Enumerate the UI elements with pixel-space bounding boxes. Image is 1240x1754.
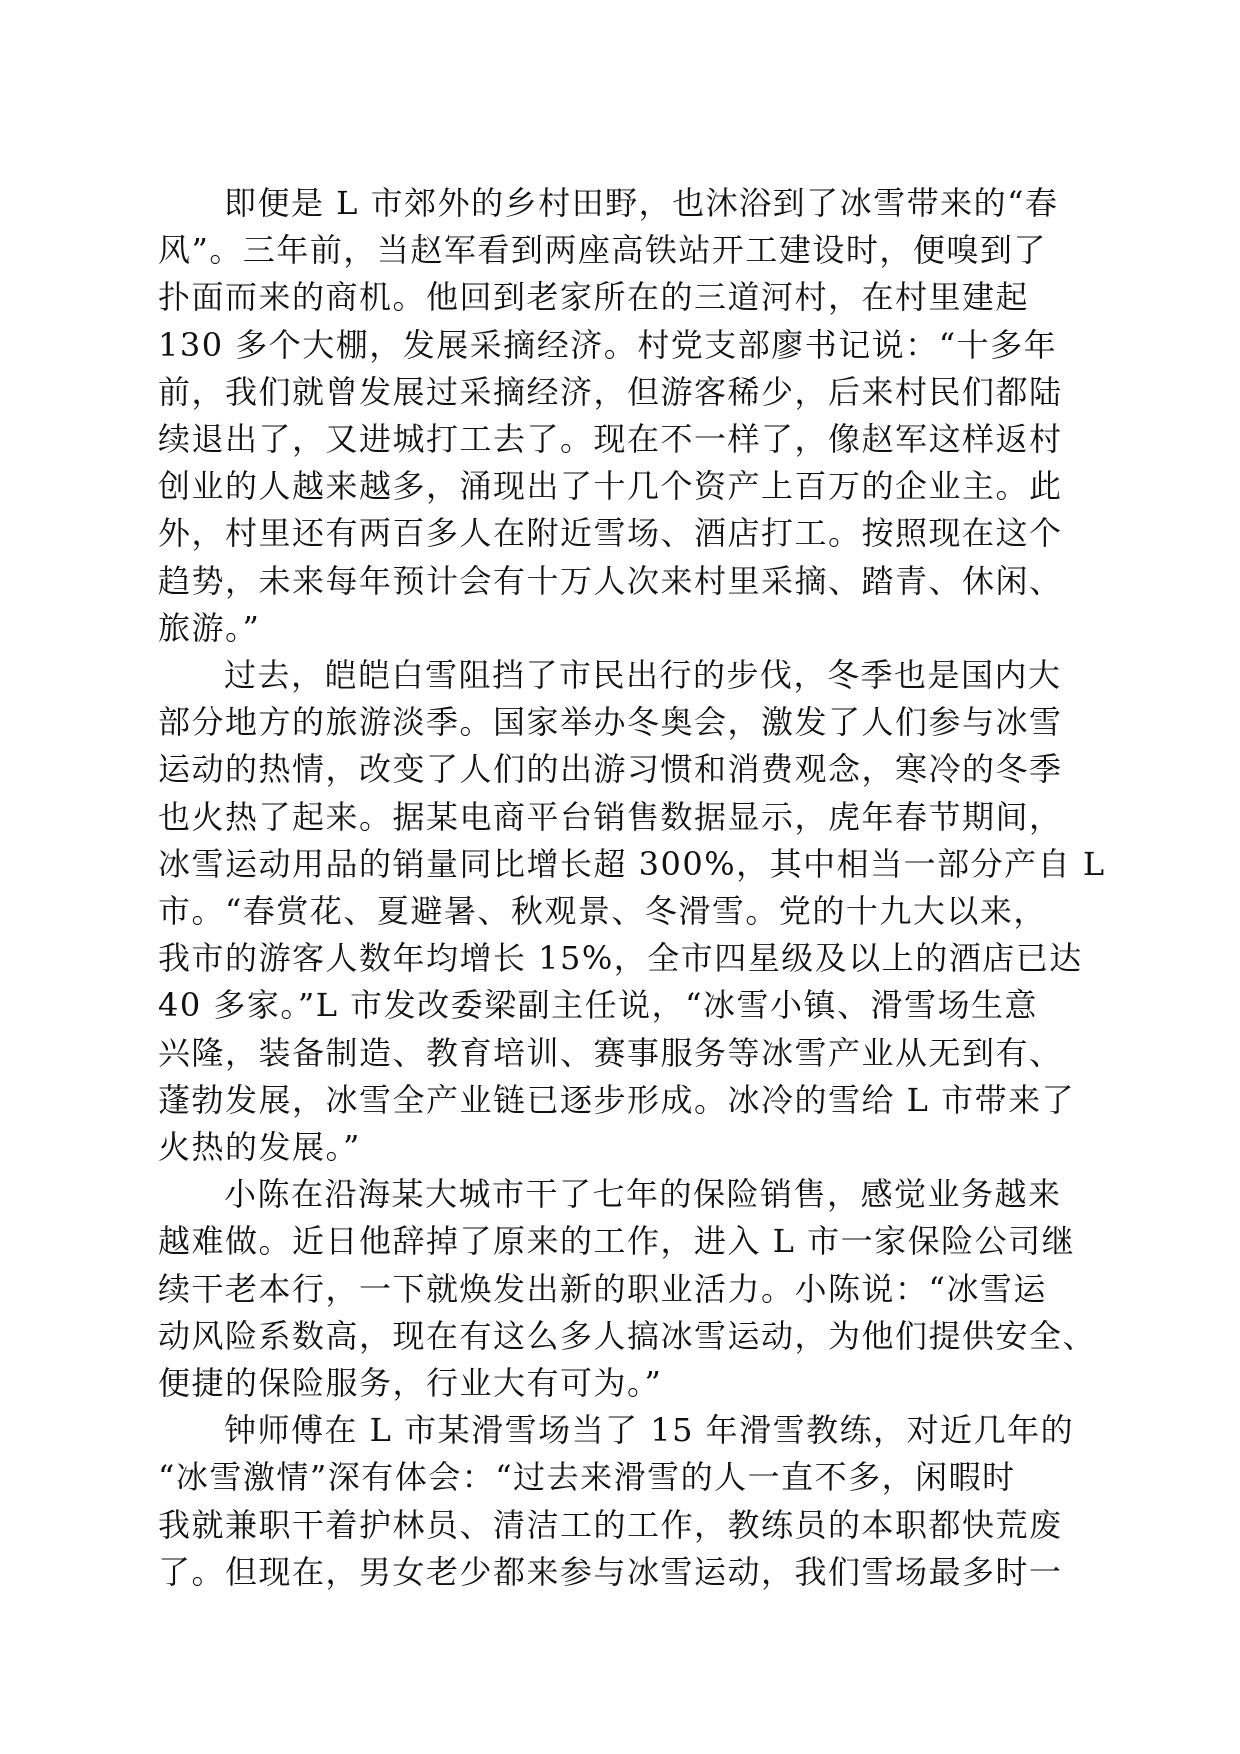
body-text	[158, 180, 1106, 1596]
text-line: 钟师傅在 L 市某滑雪场当了 15 年滑雪教练，对近几年的	[224, 1411, 1075, 1450]
text-line: 130 多个大棚，发展采摘经济。村党支部廖书记说：“十多年	[158, 325, 1058, 364]
text-line: 即便是 L 市郊外的乡村田野，也沐浴到了冰雪带来的“春	[224, 184, 1059, 222]
text-line: 扑面而来的商机。他回到老家所在的三道河村，在村里建起	[158, 278, 1030, 317]
paragraph-winter-tourism	[158, 652, 1106, 1171]
text-line: 越难做。近日他辞掉了原来的工作，进入 L 市一家保险公司继	[158, 1222, 1076, 1261]
text-line: 了。但现在，男女老少都来参与冰雪运动，我们雪场最多时一	[158, 1552, 1063, 1591]
text-line: 部分地方的旅游淡季。国家举办冬奥会，激发了人们参与冰雪	[158, 703, 1063, 742]
paragraph-ski-coach	[158, 1407, 1083, 1596]
text-line: 我市的游客人数年均增长 15%，全市四星级及以上的酒店已达	[158, 939, 1083, 978]
text-line: 外，村里还有两百多人在附近雪场、酒店打工。按照现在这个	[158, 514, 1063, 553]
text-line: 市。“春赏花、夏避暑、秋观景、冬滑雪。党的十九大以来，	[158, 892, 1047, 931]
text-line: 趋势，未来每年预计会有十万人次来村里采摘、踏青、休闲、	[158, 561, 1063, 600]
text-line: 蓬勃发展，冰雪全产业链已逐步形成。冰冷的雪给 L 市带来了	[158, 1080, 1076, 1119]
text-line: 过去，皑皑白雪阻挡了市民出行的步伐，冬季也是国内大	[224, 656, 1062, 695]
text-line: 便捷的保险服务，行业大有可为。”	[158, 1364, 663, 1403]
text-line: 旅游。”	[158, 608, 261, 647]
text-line: 风”。三年前，当赵军看到两座高铁站开工建设时，便嗅到了	[158, 231, 1047, 270]
text-line: 创业的人越来越多，涌现出了十几个资产上百万的企业主。此	[158, 467, 1063, 506]
text-line: 运动的热情，改变了人们的出游习惯和消费观念，寒冷的冬季	[158, 750, 1063, 789]
text-line: 动风险系数高，现在有这么多人搞冰雪运动，为他们提供安全、	[158, 1316, 1097, 1355]
paragraph-village	[158, 180, 1083, 652]
text-line: 续退出了，又进城打工去了。现在不一样了，像赵军这样返村	[158, 420, 1063, 459]
text-line: 也火热了起来。据某电商平台销售数据显示，虎年春节期间，	[158, 797, 1063, 836]
text-line: 我就兼职干着护林员、清洁工的工作，教练员的本职都快荒废	[158, 1505, 1063, 1544]
text-line: 火热的发展。”	[158, 1128, 361, 1167]
paragraph-insurance	[158, 1171, 1097, 1407]
text-line: “冰雪激情”深有体会：“过去来滑雪的人一直不多，闲暇时	[158, 1458, 1016, 1497]
text-line: 兴隆，装备制造、教育培训、赛事服务等冰雪产业从无到有、	[158, 1033, 1063, 1072]
text-line: 冰雪运动用品的销量同比增长超 300%，其中相当一部分产自 L	[158, 844, 1106, 883]
text-line: 小陈在沿海某大城市干了七年的保险销售，感觉业务越来	[224, 1175, 1062, 1214]
text-line: 40 多家。”L 市发改委梁副主任说，“冰雪小镇、滑雪场生意	[158, 986, 1039, 1025]
text-line: 前，我们就曾发展过采摘经济，但游客稀少，后来村民们都陆	[158, 372, 1063, 411]
text-line: 续干老本行，一下就焕发出新的职业活力。小陈说：“冰雪运	[158, 1269, 1047, 1308]
